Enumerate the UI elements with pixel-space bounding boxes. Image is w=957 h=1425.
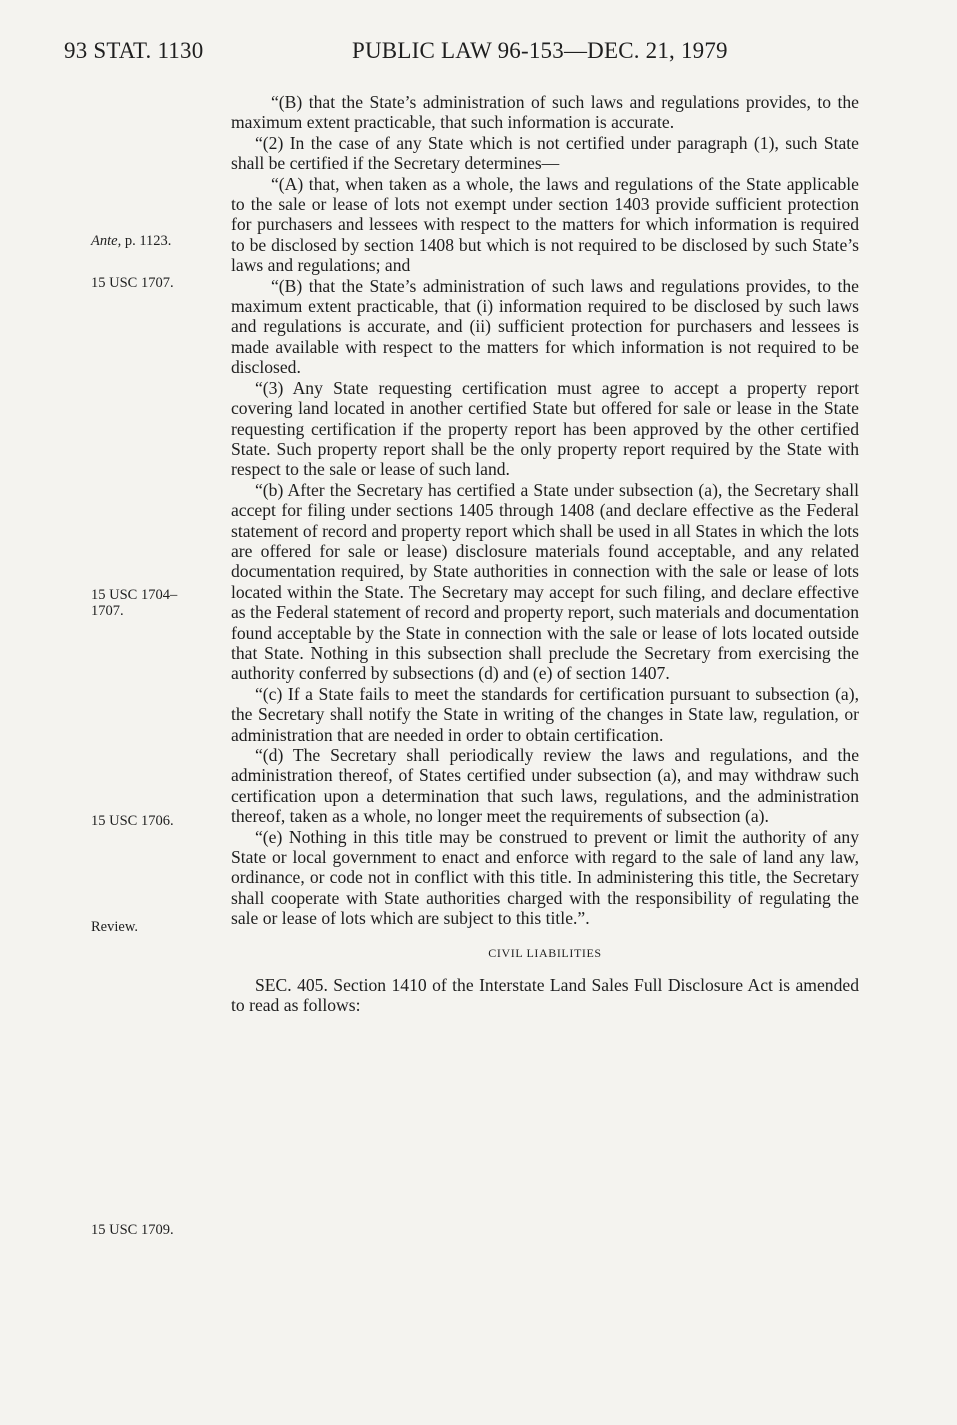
paragraph: “(B) that the State’s administration of such laws and regulations provides, to the maximum extent practicable, that (i) information required to be disclosed by such laws and regulations is accurate, and (ii) sufficient protection for purchasers and lessees is made available with respect to the matters for which information is not required to be disclosed. — [231, 275, 859, 378]
body-text — [231, 92, 859, 1016]
margin-note-review: Review. — [91, 919, 138, 935]
paragraph: “(B) that the State’s administration of such laws and regulations provides, to the maximum extent practicable, that such information is accurate. — [231, 92, 859, 133]
paragraph: “(3) Any State requesting certification must agree to accept a property report covering land located in another certified State but offered for sale or lease in the State requesting certification if the property report has been approved by the other certified State. Such property report shall be the only property report required by the State with respect to the sale or lease of such land. — [231, 377, 859, 480]
paragraph: “(b) After the Secretary has certified a State under subsection (a), the Secretary shall accept for filing under sections 1405 through 1408 (and declare effective as the Federal statement of record and property report which shall be used in all States in which the lots are offered for sale or lease) disclosure materials found acceptable, and any related documentation required, by State authorities in connection with the sale or lease of lots located within the State. The Secretary may accept for such filing, and declare effective as the Federal statement of record and property report, such materials and documentation found acceptable by the State in connection with the sale or lease of lots located outside that State. Nothing in this subsection shall preclude the Secretary from exercising the authority conferred by subsections (d) and (e) of section 1407. — [231, 479, 859, 684]
paragraph: “(2) In the case of any State which is not certified under paragraph (1), such State shall be certified if the Secretary determines— — [231, 132, 859, 174]
margin-note-15-usc-1704-1707: 15 USC 1704–1707. — [91, 587, 178, 619]
section-heading: CIVIL LIABILITIES — [488, 945, 602, 960]
running-head: PUBLIC LAW 96-153—DEC. 21, 1979 — [352, 38, 728, 63]
paragraph: “(e) Nothing in this title may be construed to prevent or limit the authority of any State or local government to enact and enforce with regard to the sale of land any law, ordinance, or code not in conflict with this title. In administering this title, the Secretary shall cooperate with State authorities charged with the responsibility of regulating the sale or lease of lots which are subject to this title.”. — [231, 826, 859, 929]
margin-note-ante-page: p. 1123. — [121, 233, 172, 249]
paragraph: “(d) The Secretary shall periodically review the laws and regulations, and the administration thereof, of States certified under subsection (a), and may withdraw such certification upon a determination that such laws, regulations, and the administration thereof, taken as a whole, no longer meet the requirements of subsection (a). — [231, 745, 859, 827]
paragraph: SEC. 405. Section 1410 of the Interstate Land Sales Full Disclosure Act is amended to read as follows: — [231, 975, 859, 1016]
margin-note-ante — [91, 233, 171, 249]
margin-note-15-usc-1706: 15 USC 1706. — [91, 813, 174, 829]
paragraph: “(A) that, when taken as a whole, the laws and regulations of the State applicable to the sale or lease of lots not exempt under section 1403 provide sufficient protection for purchasers and lessees with respect to the matters for which information is required to be disclosed by section 1408 but which is not required to be disclosed by such State’s laws and regulations; and — [231, 173, 859, 276]
margin-note-15-usc-1707: 15 USC 1707. — [91, 275, 174, 291]
paragraph: “(c) If a State fails to meet the standards for certification pursuant to subsection (a), the Secretary shall notify the State in writing of the changes in State law, regulation, or administration that are needed in order to obtain certification. — [231, 683, 859, 745]
margin-note-ante-italic: Ante, — [91, 233, 122, 249]
margin-note-15-usc-1709: 15 USC 1709. — [91, 1222, 174, 1238]
statute-page-number: 93 STAT. 1130 — [64, 38, 204, 63]
